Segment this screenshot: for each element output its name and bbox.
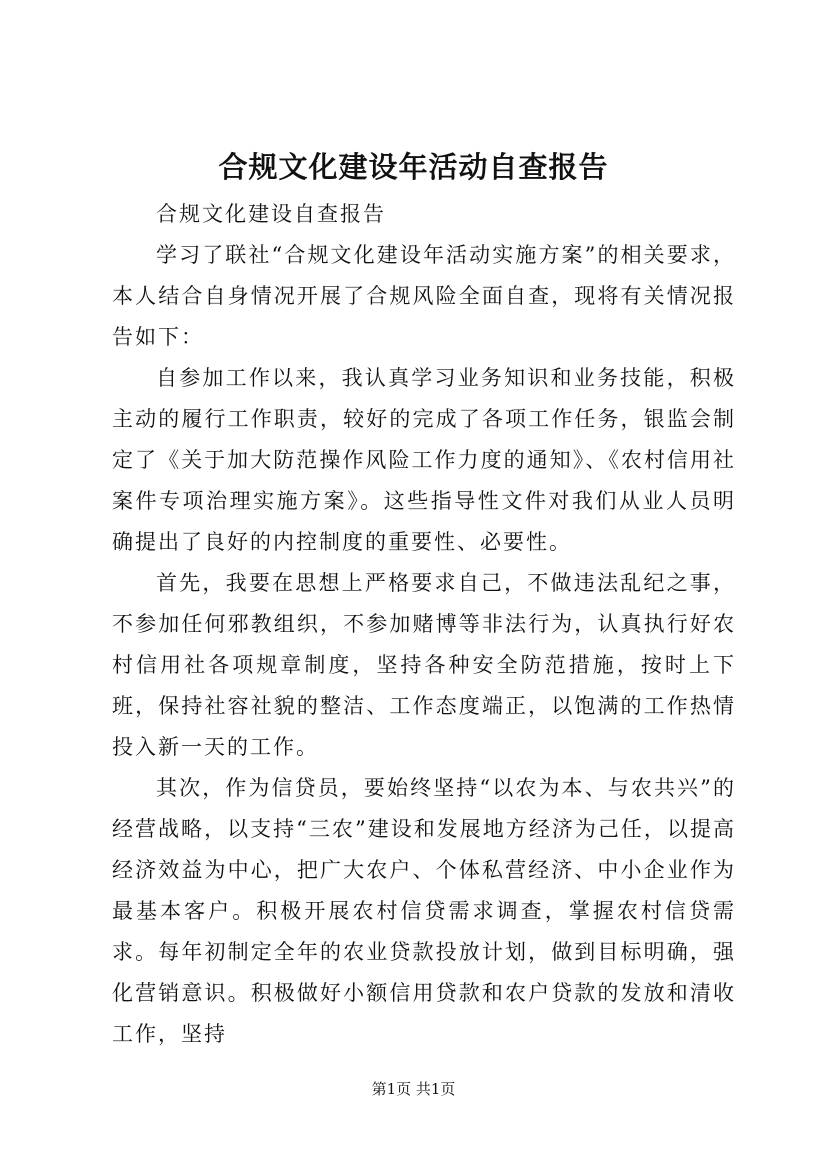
document-title: 合规文化建设年活动自查报告	[218, 150, 609, 184]
page-footer: 第1页 共1页	[371, 1080, 456, 1098]
paragraph-subtitle: 合规文化建设自查报告	[156, 202, 386, 226]
paragraph-intro: 学习了联社“合规文化建设年活动实施方案”的相关要求，本人结合自身情况开展了合规风险全面自查，现将有关情况报告如下：	[112, 243, 736, 349]
paragraph-second: 其次，作为信贷员，要始终坚持“以农为本、与农共兴”的经营战略，以支持“三农”建设和发展地方经济为己任，以提高经济效益为中心，把广大农户、个体私营经济、中小企业作为最基本客户。积极开展农村信贷需求调查，掌握农村信贷需求。每年初制定全年的农业贷款投放计划，做到目标明确，强化营销意识。积极做好小额信用贷款和农户贷款的发放和清收工作，坚持	[112, 776, 736, 1046]
document-body	[112, 194, 736, 1055]
paragraph-first: 首先，我要在思想上严格要求自己，不做违法乱纪之事，不参加任何邪教组织，不参加赌博等非法行为，认真执行好农村信用社各项规章制度，坚持各种安全防范措施，按时上下班，保持社容社貌的整洁、工作态度端正，以饱满的工作热情投入新一天的工作。	[112, 571, 736, 759]
paragraph-work-duties: 自参加工作以来，我认真学习业务知识和业务技能，积极主动的履行工作职责，较好的完成了各项工作任务，银监会制定了《关于加大防范操作风险工作力度的通知》、《农村信用社案件专项治理实施方案》。这些指导性文件对我们从业人员明确提出了良好的内控制度的重要性、必要性。	[112, 366, 736, 554]
